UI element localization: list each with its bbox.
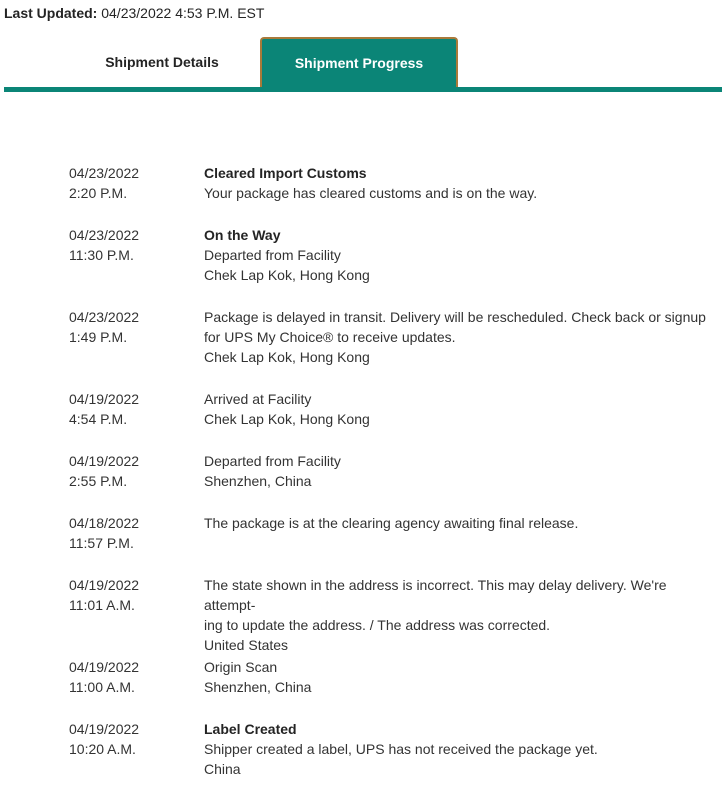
event-time: 11:57 P.M. — [69, 535, 134, 551]
event-description: Your package has cleared customs and is on the way. — [204, 185, 538, 201]
event-time: 11:30 P.M. — [69, 247, 134, 263]
event-location: Chek Lap Kok, Hong Kong — [204, 267, 370, 283]
event-details — [204, 389, 716, 429]
event-datetime — [69, 225, 189, 265]
event-details — [204, 513, 716, 533]
event-location: Shenzhen, China — [204, 679, 312, 695]
event-description: Departed from Facility — [204, 453, 341, 469]
event-datetime — [69, 513, 189, 553]
event-time: 2:55 P.M. — [69, 473, 128, 489]
tab-shipment-details[interactable]: Shipment Details — [105, 54, 219, 70]
event-datetime — [69, 451, 189, 491]
event-description: Shipper created a label, UPS has not received the package yet. — [204, 741, 598, 757]
last-updated — [4, 4, 264, 22]
event-time: 4:54 P.M. — [69, 411, 128, 427]
event-description-cont: for UPS My Choice® to receive updates. — [204, 329, 456, 345]
event-date: 04/23/2022 — [69, 165, 140, 181]
event-description: Package is delayed in transit. Delivery will be rescheduled. Check back or signup — [204, 309, 706, 325]
event-description-cont: ing to update the address. / The address was corrected. — [204, 617, 551, 633]
event-datetime — [69, 719, 189, 759]
event-description: The package is at the clearing agency awaiting final release. — [204, 515, 579, 531]
event-time: 1:49 P.M. — [69, 329, 128, 345]
event-title: On the Way — [204, 227, 281, 243]
event-details — [204, 451, 716, 491]
event-location: China — [204, 761, 241, 777]
event-time: 11:01 A.M. — [69, 597, 135, 613]
event-location: Chek Lap Kok, Hong Kong — [204, 411, 370, 427]
event-location: United States — [204, 637, 289, 653]
event-description: The state shown in the address is incorrect. This may delay delivery. We're attempt- — [204, 577, 667, 613]
event-description: Arrived at Facility — [204, 391, 312, 407]
event-location: Shenzhen, China — [204, 473, 312, 489]
tab-underline — [4, 87, 722, 92]
event-details — [204, 657, 716, 697]
event-location: Chek Lap Kok, Hong Kong — [204, 349, 370, 365]
event-details — [204, 163, 716, 203]
tab-shipment-progress[interactable]: Shipment Progress — [260, 37, 458, 87]
event-description: Origin Scan — [204, 659, 278, 675]
event-datetime — [69, 575, 189, 615]
event-description: Departed from Facility — [204, 247, 341, 263]
event-time: 2:20 P.M. — [69, 185, 128, 201]
event-date: 04/19/2022 — [69, 721, 140, 737]
event-details — [204, 225, 716, 285]
last-updated-value: 04/23/2022 4:53 P.M. EST — [101, 5, 265, 21]
event-date: 04/19/2022 — [69, 453, 140, 469]
event-datetime — [69, 307, 189, 347]
event-date: 04/19/2022 — [69, 391, 140, 407]
event-time: 10:20 A.M. — [69, 741, 136, 757]
last-updated-label: Last Updated: — [4, 5, 98, 21]
event-datetime — [69, 389, 189, 429]
tab-bar — [4, 37, 722, 92]
event-datetime — [69, 163, 189, 203]
event-date: 04/19/2022 — [69, 577, 140, 593]
event-date: 04/23/2022 — [69, 227, 140, 243]
event-title: Label Created — [204, 721, 297, 737]
event-date: 04/23/2022 — [69, 309, 140, 325]
event-date: 04/18/2022 — [69, 515, 140, 531]
event-details — [204, 307, 716, 367]
event-details — [204, 575, 716, 655]
event-date: 04/19/2022 — [69, 659, 140, 675]
event-time: 11:00 A.M. — [69, 679, 135, 695]
event-title: Cleared Import Customs — [204, 165, 367, 181]
event-details — [204, 719, 716, 779]
event-datetime — [69, 657, 189, 697]
